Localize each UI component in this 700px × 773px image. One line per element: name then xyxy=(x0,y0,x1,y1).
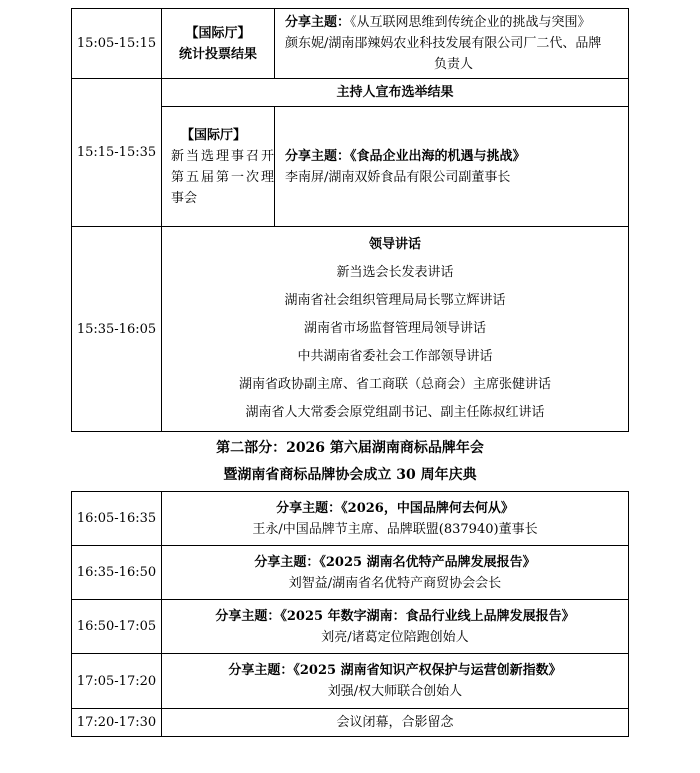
table-row xyxy=(72,227,629,432)
speaker-continued: 负责人 xyxy=(433,57,473,72)
topic-title: 《2025 湖南名优特产品牌发展报告》 xyxy=(319,554,536,570)
speaker: 颜东妮/湖南郘辣妈农业科技发展有限公司厂二代、品牌 xyxy=(285,36,602,51)
speaker: 王永/中国品牌节主席、品牌联盟(837940)董事长 xyxy=(252,521,538,537)
topic-title: 《2026，中国品牌何去何从》 xyxy=(341,500,514,516)
time-cell: 17:05-17:20 xyxy=(72,654,162,709)
speaker: 刘智益/湖南省名优特产商贸协会会长 xyxy=(288,575,502,591)
venue-text: 统计投票结果 xyxy=(178,46,257,62)
venue-text: 新当选理事召开 xyxy=(171,148,274,164)
speech-title: 领导讲话 xyxy=(368,237,421,252)
time-cell: 17:20-17:30 xyxy=(72,709,162,737)
time-cell: 15:35-16:05 xyxy=(72,227,162,432)
topic-label: 分享主题： xyxy=(285,148,351,164)
topic-label: 分享主题： xyxy=(215,608,281,624)
table-row xyxy=(72,492,629,546)
venue-tag: 【国际厅】 xyxy=(181,127,247,143)
time-cell: 16:35-16:50 xyxy=(72,546,162,600)
time-cell: 15:05-15:15 xyxy=(72,9,162,79)
venue-cell xyxy=(162,107,275,227)
section-title-line2: 暨湖南省商标品牌协会成立 30 周年庆典 xyxy=(223,466,477,483)
topic-title: 《从互联网思维到传统企业的挑战与突围》 xyxy=(350,15,591,30)
content-cell xyxy=(275,107,629,227)
content-cell xyxy=(162,546,629,600)
venue-text: 事会 xyxy=(171,190,198,206)
content-cell xyxy=(162,600,629,654)
content-cell xyxy=(162,654,629,709)
topic-label: 分享主题： xyxy=(285,15,351,30)
speech-cell xyxy=(162,227,629,432)
table-row xyxy=(72,600,629,654)
speaker: 刘强/权大师联合创始人 xyxy=(327,684,463,699)
content-cell xyxy=(162,492,629,546)
section-title-line1: 第二部分：2026 第六届湖南商标品牌年会 xyxy=(216,439,484,456)
speech-item: 湖南省市场监督管理局领导讲话 xyxy=(303,321,486,336)
venue-tag: 【国际厅】 xyxy=(185,25,251,41)
content-cell xyxy=(275,9,629,79)
host-note: 主持人宣布选举结果 xyxy=(162,79,629,107)
topic-label: 分享主题： xyxy=(276,500,342,516)
topic-title: 《食品企业出海的机遇与挑战》 xyxy=(350,148,526,164)
table-row xyxy=(72,654,629,709)
speech-item: 新当选会长发表讲话 xyxy=(336,265,454,280)
venue-text: 第五届第一次理 xyxy=(171,169,274,185)
speech-item: 湖南省社会组织管理局局长鄂立辉讲话 xyxy=(284,293,506,308)
section-heading xyxy=(72,432,629,492)
table-row xyxy=(72,79,629,107)
time-cell: 15:15-15:35 xyxy=(72,79,162,227)
speech-item: 中共湖南省委社会工作部领导讲话 xyxy=(297,349,493,364)
topic-title: 《2025 湖南省知识产权保护与运营创新指数》 xyxy=(293,663,562,678)
speaker: 刘亮/诸葛定位陪跑创始人 xyxy=(321,629,469,645)
speech-item: 湖南省政协副主席、省工商联（总商会）主席张健讲话 xyxy=(238,377,551,392)
topic-title: 《2025 年数字湖南：食品行业线上品牌发展报告》 xyxy=(280,608,575,624)
closing-text: 会议闭幕，合影留念 xyxy=(162,709,629,737)
section-heading-row xyxy=(72,432,629,492)
table-row xyxy=(72,546,629,600)
table-row xyxy=(72,709,629,737)
table-row xyxy=(72,9,629,79)
time-cell: 16:05-16:35 xyxy=(72,492,162,546)
speaker: 李南屏/湖南双娇食品有限公司副董事长 xyxy=(285,169,511,185)
topic-label: 分享主题： xyxy=(254,554,320,570)
topic-label: 分享主题： xyxy=(228,663,294,678)
schedule-table xyxy=(71,8,629,737)
time-cell: 16:50-17:05 xyxy=(72,600,162,654)
venue-cell xyxy=(162,9,275,79)
speech-item: 湖南省人大常委会原党组副书记、副主任陈叔红讲话 xyxy=(245,405,545,420)
